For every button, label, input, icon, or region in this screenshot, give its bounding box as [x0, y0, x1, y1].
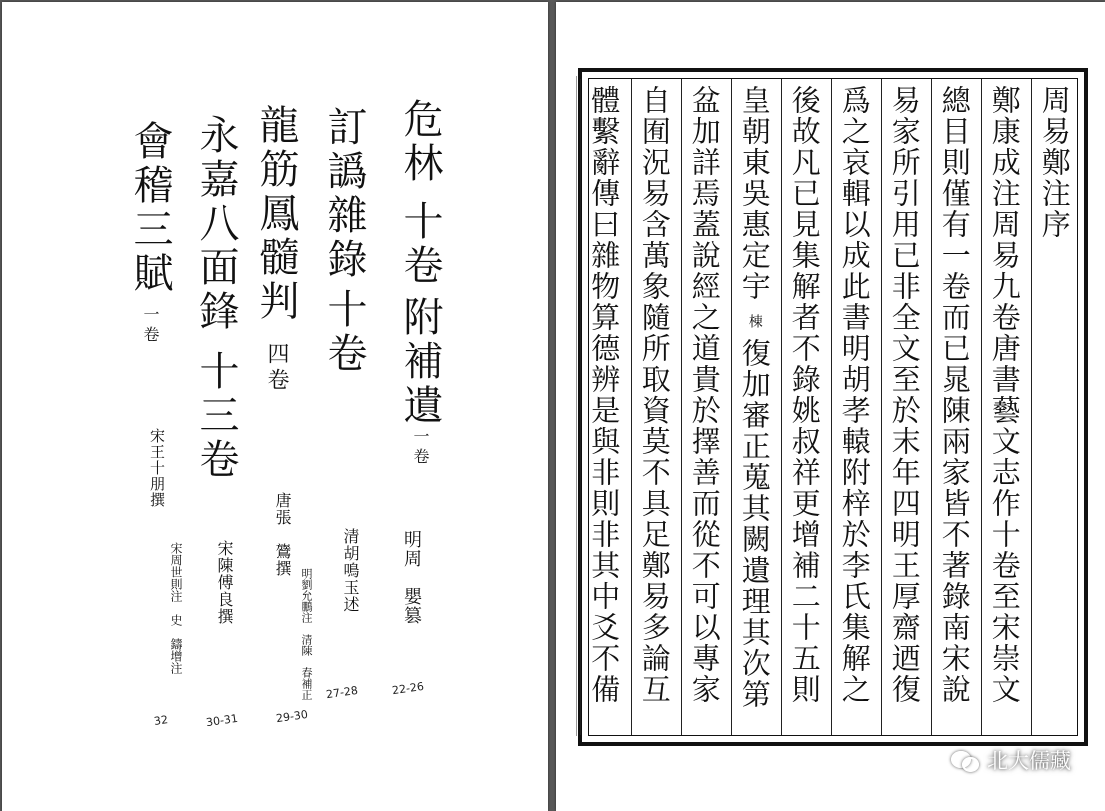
- author-3-sub: [300, 568, 313, 700]
- page-range-5: 32: [153, 713, 169, 728]
- left-page: [2, 2, 548, 811]
- text-frame: [578, 68, 1088, 746]
- column-text: 鄭康成注周易九卷唐書藝文志作十卷至宋崇文: [987, 85, 1022, 705]
- title-vol: 四卷: [264, 342, 289, 394]
- commentator-text: 明劉允鵬注 清陳 春補正: [300, 568, 313, 700]
- column-text: 爲之哀輯以成此書明胡孝轅附梓於李氏集解之: [837, 85, 872, 705]
- author-1: [402, 530, 420, 625]
- author-5: [149, 428, 164, 508]
- title-text: 龍筋鳳髓判: [253, 104, 299, 324]
- page-range-4: 30-31: [205, 711, 239, 730]
- text-column: [681, 79, 727, 735]
- text-column: [881, 79, 927, 735]
- author-5-sub: [169, 542, 183, 674]
- column-text: 總目則僅有一卷而已晁陳兩家皆不著錄南宋說: [937, 85, 972, 705]
- author-text: 唐張 鷟撰: [273, 492, 292, 577]
- text-column: [981, 79, 1027, 735]
- watermark-text: 北大儒藏: [987, 749, 1071, 773]
- outer-margin-line: [558, 76, 577, 736]
- page-range-2: 27-28: [325, 683, 359, 702]
- book-title-5: [127, 120, 173, 346]
- author-text: 宋王十朋撰: [148, 428, 166, 508]
- book-title-2: [321, 106, 367, 376]
- text-frame-inner: [588, 78, 1078, 736]
- right-page: [556, 2, 1105, 811]
- column-text-a: 皇朝東吳惠定宇: [737, 85, 772, 302]
- column-text: [737, 79, 772, 735]
- title-text: 永嘉八面鋒: [193, 114, 239, 334]
- author-3: [274, 492, 290, 577]
- text-column: [731, 79, 777, 735]
- page-range-3: 29-30: [275, 707, 309, 726]
- title-vol: 十卷: [397, 200, 443, 288]
- title-text: 訂譌雜錄: [321, 106, 367, 282]
- column-text-b: 復加審正蒐其闕遺理其次第: [737, 338, 772, 710]
- author-text: 宋陳傅良撰: [215, 540, 234, 625]
- column-text: 後故凡已見集解者不錄姚叔祥更增補二十五則: [787, 85, 822, 705]
- watermark: [951, 745, 1071, 775]
- book-title-4: [193, 114, 239, 482]
- commentator-text: 宋周世則注 史 鑄增注: [169, 542, 183, 674]
- preface-title: 周易鄭注序: [1037, 85, 1072, 240]
- text-column: [1031, 79, 1077, 735]
- title-vol: 十卷: [321, 288, 367, 376]
- title-text: 會稽三賦: [127, 120, 173, 296]
- chat-bubbles-icon: [951, 749, 979, 771]
- title-vol: 十三卷: [193, 350, 239, 482]
- text-column: [580, 79, 627, 735]
- author-text: 清胡鳴玉述: [341, 528, 360, 613]
- column-text: 盆加詳焉蓋說經之道貴於擇善而從不可以專家: [687, 85, 722, 705]
- text-column: [781, 79, 827, 735]
- author-text: 明周 嬰篡: [401, 530, 422, 625]
- book-title-1: [397, 98, 443, 468]
- column-text: 體繫辭傳曰雜物算德辨是與非則非其中爻不備: [587, 85, 622, 705]
- text-column: [931, 79, 977, 735]
- title-extra: 附補遺: [397, 296, 443, 428]
- author-4: [216, 540, 232, 625]
- author-2: [342, 528, 358, 613]
- text-column: [631, 79, 677, 735]
- page-range-1: 22-26: [391, 679, 425, 698]
- book-title-3: [253, 104, 299, 394]
- column-text: 自囿況易含萬象隨所取資莫不具足鄭易多論互: [637, 85, 672, 705]
- text-column: [831, 79, 877, 735]
- inline-note: 棟: [746, 314, 763, 328]
- column-text: 易家所引用已非全文至於末年四明王厚齋迺復: [887, 85, 922, 705]
- title-text: 危林: [397, 98, 443, 186]
- title-note: 一卷: [411, 428, 430, 468]
- title-vol: 一卷: [141, 306, 160, 346]
